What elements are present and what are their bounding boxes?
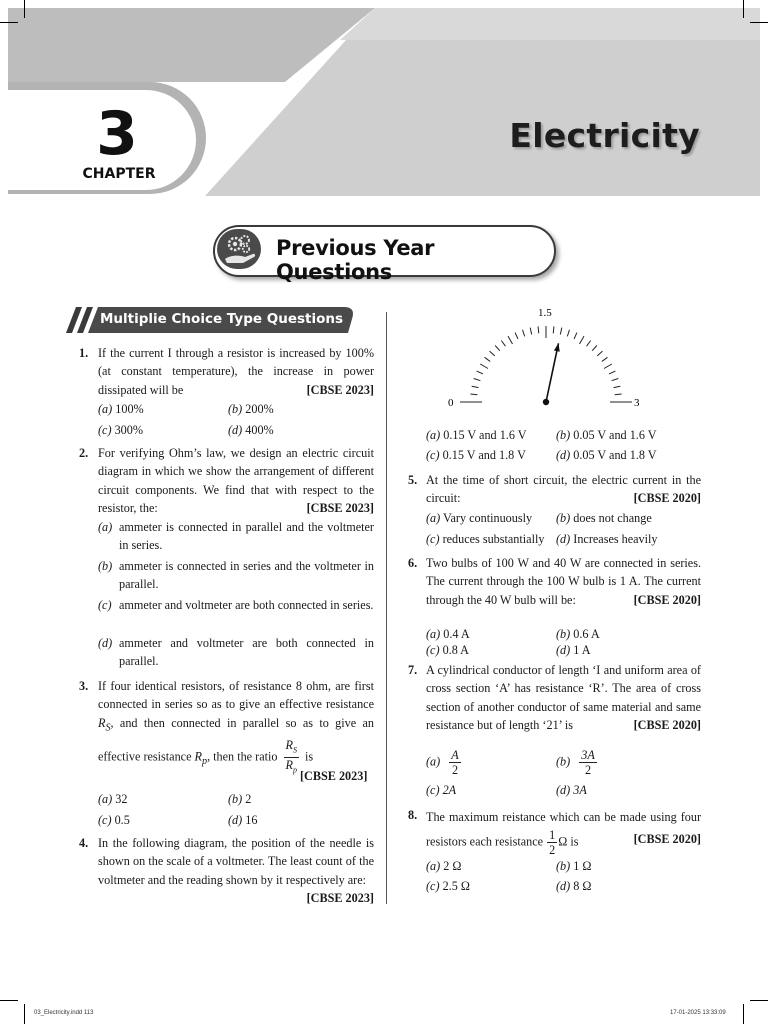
option-c: (c) ammeter and voltmeter are both connected in series.	[98, 598, 374, 612]
footer-timestamp: 17-01-2025 13:33:09	[670, 1010, 726, 1016]
option-d: (d) 3A	[556, 783, 587, 797]
meter-tick	[477, 371, 483, 374]
option-a: (a) Vary continuously	[426, 511, 533, 525]
option-d: (d) 8 Ω	[556, 879, 592, 893]
exam-citation: [CBSE 2020]	[633, 718, 701, 733]
ratio-fraction: $\frac{R_S}{R_p}$	[285, 737, 297, 775]
meter-tick	[587, 341, 591, 347]
question-text: If four identical resistors, of resistance 8 ohm, are first connected in series so as to give an effective resistance $R_S$, and then connected in parallel so as to give an effective resistance $R_p$, then the ratio $\frac{R_S}{R_p}$ is	[98, 677, 374, 778]
meter-tick	[612, 379, 619, 381]
footer-file-info: 03_Electricity.indd 113	[34, 1010, 94, 1016]
meter-tick	[485, 357, 491, 361]
exam-citation: [CBSE 2020]	[633, 491, 701, 506]
meter-tick	[609, 371, 615, 374]
question-number: 5.	[408, 473, 418, 487]
option-c: (c) 0.8 A	[426, 643, 469, 657]
meter-tick	[604, 364, 612, 369]
option-a: (a) 0.4 A	[426, 627, 470, 641]
meter-tick	[615, 394, 622, 395]
option-b: (b) 200%	[228, 402, 274, 416]
meter-tick	[592, 346, 597, 351]
meter-tick	[523, 330, 525, 337]
question-text: A cylindrical conductor of length ‘I and uniform area of cross section ‘A’ has resistance ‘R’. The area of cross section of another conductor of same material and same resistance but of length ‘21’ is [CBSE 2020]	[426, 661, 701, 735]
exam-citation: [CBSE 2023]	[306, 891, 374, 906]
crop-mark	[24, 0, 25, 18]
crop-mark	[0, 22, 18, 23]
option-b: (b) ammeter is connected in series and the voltmeter in parallel.	[98, 559, 374, 592]
exam-citation: [CBSE 2023]	[306, 501, 374, 516]
column-divider	[386, 312, 387, 904]
question-number: 4.	[79, 836, 89, 850]
question-number: 1.	[79, 346, 89, 360]
option-d: (d) 400%	[228, 423, 274, 437]
meter-tick	[613, 386, 620, 387]
meter-tick	[602, 357, 608, 361]
meter-min-label: 0	[448, 397, 454, 409]
chapter-title: Electricity	[509, 116, 700, 155]
option-c: (c) reduces substantially	[426, 532, 545, 546]
resistance-fraction: $\frac{1}{2}$	[549, 828, 556, 857]
crop-mark	[24, 1004, 25, 1024]
section-title: Previous Year Questions	[276, 236, 435, 284]
option-a: (a) ammeter is connected in parallel and the voltmeter in series.	[98, 520, 374, 553]
meter-tick	[580, 336, 585, 344]
meter-tick	[472, 386, 479, 387]
meter-tick	[574, 333, 577, 339]
option-a: (a) $\frac{A}{2}$	[426, 748, 459, 777]
chapter-label: CHAPTER	[82, 166, 156, 182]
exam-citation: [CBSE 2023]	[306, 382, 374, 397]
crop-mark	[743, 1004, 744, 1024]
option-b: (b) 2	[228, 792, 252, 806]
option-a: (a) 2 Ω	[426, 859, 462, 873]
option-b: (b) 0.05 V and 1.6 V	[556, 428, 657, 442]
exam-citation: [CBSE 2020]	[633, 592, 701, 607]
crop-mark	[750, 1000, 768, 1001]
question-text: In the following diagram, the position of the needle is shown on the scale of a voltmeter. The least count of the voltmeter and the reading shown by it respectively are: [CBSE 2023]	[98, 834, 374, 908]
question-number: 7.	[408, 663, 418, 677]
mcq-section-label: Multiplie Choice Type Questions	[100, 311, 344, 327]
question-number: 8.	[408, 808, 418, 822]
meter-tick	[495, 346, 500, 351]
option-b: (b) $\frac{3A}{2}$	[556, 748, 595, 777]
question-text: If the current I through a resistor is increased by 100% (at constant temperature), the increase in power dissipated will be [CBSE 2023]	[98, 344, 374, 399]
chapter-number: 3	[96, 99, 138, 169]
meter-needle	[546, 343, 558, 402]
option-c: (c) 300%	[98, 423, 144, 437]
question-number: 2.	[79, 446, 89, 460]
meter-tick	[474, 379, 481, 381]
meter-tick	[470, 394, 477, 395]
option-c: (c) 2A	[426, 783, 457, 797]
option-c: (c) 0.5	[98, 813, 130, 827]
question-text: For verifying Ohm’s law, we design an electric circuit diagram in which we show the arrangement of different circuit components. We find that with respect to the resistor, the: [CBSE 2023]	[98, 444, 374, 518]
option-d: (d) Increases heavily	[556, 532, 658, 546]
meter-tick	[553, 326, 554, 333]
option-c: (c) 2.5 Ω	[426, 879, 470, 893]
meter-tick	[480, 364, 488, 369]
question-number: 6.	[408, 556, 418, 570]
meter-tick	[508, 336, 513, 344]
meter-mid-label: 1.5	[538, 307, 552, 319]
option-a: (a) 32	[98, 792, 128, 806]
exam-citation: [CBSE 2023]	[300, 769, 368, 783]
question-number: 3.	[79, 679, 89, 693]
crop-mark	[0, 1000, 18, 1001]
option-d: (d) 1 A	[556, 643, 591, 657]
meter-tick	[560, 328, 561, 335]
option-d: (d) ammeter and voltmeter are both connected in parallel.	[98, 636, 374, 669]
option-b: (b) does not change	[556, 511, 652, 525]
option-a: (a) 100%	[98, 402, 144, 416]
meter-tick	[567, 330, 569, 337]
option-b: (b) 0.6 A	[556, 627, 600, 641]
question-text: At the time of short circuit, the electric current in the circuit: [CBSE 2020]	[426, 471, 701, 508]
option-d: (d) 16	[228, 813, 258, 827]
option-c: (c) 0.15 V and 1.8 V	[426, 448, 526, 462]
option-d: (d) 0.05 V and 1.8 V	[556, 448, 657, 462]
meter-tick	[515, 333, 518, 339]
option-a: (a) 0.15 V and 1.6 V	[426, 428, 527, 442]
gears-hand-icon	[217, 229, 261, 269]
crop-mark	[743, 0, 744, 18]
option-b: (b) 1 Ω	[556, 859, 592, 873]
crop-mark	[750, 22, 768, 23]
meter-pivot	[543, 399, 549, 405]
meter-max-label: 3	[634, 397, 640, 409]
question-text: The maximum reistance which can be made using four resistors each resistance $\frac{1}{2}$ Ω is [CBSE 2020]	[426, 810, 701, 857]
exam-citation: [CBSE 2020]	[633, 832, 701, 846]
meter-tick	[490, 351, 495, 356]
voltmeter-scale	[440, 298, 660, 418]
question-text: Two bulbs of 100 W and 40 W are connected in series. The current through the 100 W bulb is 1 A. The current through the 40 W bulb will be: [CBSE 2020]	[426, 554, 701, 609]
meter-tick	[530, 328, 531, 335]
section-icon-box	[217, 229, 261, 269]
meter-tick	[538, 326, 539, 333]
meter-tick	[597, 351, 602, 356]
meter-tick	[501, 341, 505, 347]
